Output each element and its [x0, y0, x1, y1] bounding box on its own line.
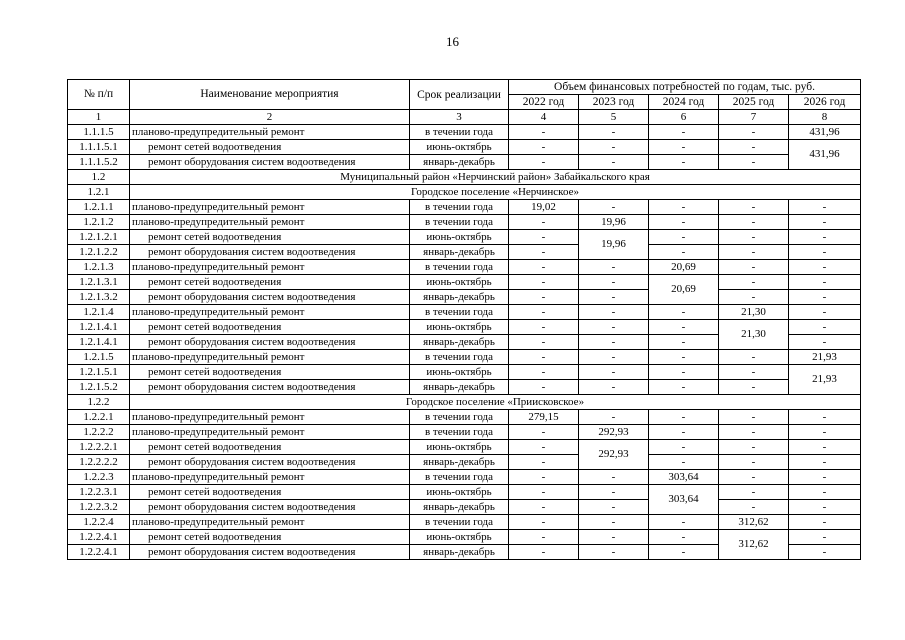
value-cell: -	[649, 320, 719, 335]
value-cell: -	[789, 275, 861, 290]
row-number: 1.2.1.5.1	[68, 365, 130, 380]
activity-name: планово-предупредительный ремонт	[130, 215, 410, 230]
value-cell: -	[509, 275, 579, 290]
value-cell: -	[719, 440, 789, 455]
value-cell: -	[719, 380, 789, 395]
value-cell: -	[509, 500, 579, 515]
row-number: 1.1.1.5.1	[68, 140, 130, 155]
table-row	[68, 410, 861, 425]
row-number: 1.2.2.4.1	[68, 530, 130, 545]
value-cell: -	[719, 365, 789, 380]
value-cell: -	[579, 410, 649, 425]
value-cell: -	[789, 215, 861, 230]
value-cell: -	[649, 140, 719, 155]
value-cell: -	[789, 290, 861, 305]
value-cell: 303,64	[649, 470, 719, 485]
value-cell: 21,30	[719, 320, 789, 350]
col-header-term	[410, 80, 509, 110]
activity-name: ремонт сетей водоотведения	[130, 230, 410, 245]
table-row	[68, 305, 861, 320]
row-number: 1.1.1.5.2	[68, 155, 130, 170]
value-cell: -	[509, 215, 579, 230]
term-cell: июнь-октябрь	[410, 440, 509, 455]
activity-name: планово-предупредительный ремонт	[130, 425, 410, 440]
row-number: 1.2.1.5	[68, 350, 130, 365]
value-cell: -	[789, 455, 861, 470]
column-number: 5	[579, 110, 649, 125]
row-number: 1.2.2.4.1	[68, 545, 130, 560]
term-cell: январь-декабрь	[410, 290, 509, 305]
section-title: Городское поселение «Приисковское»	[130, 395, 861, 410]
value-cell: 20,69	[649, 260, 719, 275]
table-row	[68, 215, 861, 230]
value-cell: -	[719, 350, 789, 365]
value-cell: 431,96	[789, 125, 861, 140]
value-cell: -	[719, 470, 789, 485]
table-row	[68, 515, 861, 530]
value-cell: -	[509, 230, 579, 245]
row-number: 1.2.2.1	[68, 410, 130, 425]
value-cell: -	[509, 515, 579, 530]
value-cell: -	[509, 365, 579, 380]
term-cell: июнь-октябрь	[410, 140, 509, 155]
value-cell: -	[789, 470, 861, 485]
row-number: 1.2.2.3	[68, 470, 130, 485]
value-cell: 431,96	[789, 140, 861, 170]
term-cell: июнь-октябрь	[410, 275, 509, 290]
value-cell: -	[579, 305, 649, 320]
page-number: 16	[446, 34, 459, 49]
col-header-finance: Объем финансовых потребностей по годам, тыс. руб.	[509, 80, 861, 95]
value-cell: 292,93	[579, 425, 649, 440]
value-cell: -	[649, 515, 719, 530]
value-cell: -	[509, 260, 579, 275]
value-cell: -	[649, 410, 719, 425]
term-cell: июнь-октябрь	[410, 230, 509, 245]
value-cell: -	[649, 335, 719, 350]
activity-name: планово-предупредительный ремонт	[130, 260, 410, 275]
value-cell: 21,93	[789, 365, 861, 395]
activity-name: планово-предупредительный ремонт	[130, 200, 410, 215]
value-cell: -	[719, 155, 789, 170]
year-header: 2024 год	[649, 95, 719, 110]
table-row	[68, 455, 861, 470]
activity-name: ремонт оборудования систем водоотведения	[130, 290, 410, 305]
value-cell: -	[509, 470, 579, 485]
row-number: 1.2.2.2.2	[68, 455, 130, 470]
value-cell: 279,15	[509, 410, 579, 425]
value-cell: -	[579, 365, 649, 380]
table-row	[68, 500, 861, 515]
term-cell: в течении года	[410, 260, 509, 275]
term-cell: январь-декабрь	[410, 335, 509, 350]
term-cell: в течении года	[410, 305, 509, 320]
value-cell: -	[509, 350, 579, 365]
value-cell: -	[649, 245, 719, 260]
term-cell: июнь-октябрь	[410, 530, 509, 545]
value-cell: -	[579, 200, 649, 215]
value-cell: 19,02	[509, 200, 579, 215]
value-cell: 312,62	[719, 515, 789, 530]
value-cell: -	[579, 350, 649, 365]
term-cell: январь-декабрь	[410, 500, 509, 515]
value-cell: -	[509, 425, 579, 440]
term-cell: июнь-октябрь	[410, 365, 509, 380]
value-cell: -	[649, 305, 719, 320]
value-cell: -	[719, 245, 789, 260]
value-cell: -	[579, 335, 649, 350]
value-cell: -	[789, 410, 861, 425]
table-row	[68, 470, 861, 485]
value-cell: -	[579, 500, 649, 515]
value-cell: -	[649, 125, 719, 140]
table-row	[68, 425, 861, 440]
activity-name: ремонт сетей водоотведения	[130, 275, 410, 290]
table-row	[68, 260, 861, 275]
value-cell: -	[649, 425, 719, 440]
value-cell: -	[649, 440, 719, 455]
table-row	[68, 485, 861, 500]
section-row	[68, 185, 861, 200]
value-cell: 19,96	[579, 230, 649, 260]
value-cell: 19,96	[579, 215, 649, 230]
term-cell: в течении года	[410, 470, 509, 485]
table-row	[68, 380, 861, 395]
year-header: 2022 год	[509, 95, 579, 110]
value-cell: -	[719, 425, 789, 440]
value-cell: -	[789, 245, 861, 260]
term-cell: в течении года	[410, 200, 509, 215]
value-cell: -	[719, 500, 789, 515]
table-row	[68, 290, 861, 305]
value-cell: -	[649, 380, 719, 395]
value-cell: -	[719, 140, 789, 155]
value-cell: -	[789, 515, 861, 530]
column-numbers-row	[68, 110, 861, 125]
value-cell: -	[719, 275, 789, 290]
table-row	[68, 275, 861, 290]
value-cell: -	[649, 545, 719, 560]
activity-name: ремонт оборудования систем водоотведения	[130, 455, 410, 470]
value-cell: -	[789, 545, 861, 560]
value-cell: 312,62	[719, 530, 789, 560]
activity-name: планово-предупредительный ремонт	[130, 305, 410, 320]
activity-name: планово-предупредительный ремонт	[130, 470, 410, 485]
value-cell: -	[719, 230, 789, 245]
activity-name: ремонт оборудования систем водоотведения	[130, 380, 410, 395]
value-cell: -	[579, 275, 649, 290]
column-number: 6	[649, 110, 719, 125]
value-cell: -	[789, 320, 861, 335]
section-row	[68, 170, 861, 185]
table-row	[68, 230, 861, 245]
value-cell: -	[789, 485, 861, 500]
term-cell: январь-декабрь	[410, 155, 509, 170]
value-cell: -	[579, 290, 649, 305]
value-cell: -	[719, 485, 789, 500]
row-number: 1.2.1.3.1	[68, 275, 130, 290]
value-cell: -	[509, 305, 579, 320]
value-cell: -	[719, 455, 789, 470]
value-cell: 21,30	[719, 305, 789, 320]
row-number: 1.2	[68, 170, 130, 185]
table-row	[68, 245, 861, 260]
value-cell: -	[579, 545, 649, 560]
term-cell: в течении года	[410, 425, 509, 440]
row-number: 1.2.2.3.2	[68, 500, 130, 515]
row-number: 1.2.2.3.1	[68, 485, 130, 500]
value-cell: -	[649, 350, 719, 365]
value-cell: -	[579, 380, 649, 395]
value-cell: -	[719, 125, 789, 140]
col-header-name: Наименование мероприятия	[130, 80, 410, 110]
value-cell: -	[579, 470, 649, 485]
row-number: 1.2.1.2.2	[68, 245, 130, 260]
table-row	[68, 530, 861, 545]
row-number: 1.2.1.5.2	[68, 380, 130, 395]
year-header: 2026 год	[789, 95, 861, 110]
value-cell: -	[719, 410, 789, 425]
term-cell: в течении года	[410, 410, 509, 425]
value-cell: -	[789, 440, 861, 455]
value-cell: -	[509, 335, 579, 350]
value-cell: 21,93	[789, 350, 861, 365]
row-number: 1.2.2.2	[68, 425, 130, 440]
value-cell: -	[509, 530, 579, 545]
term-cell: январь-декабрь	[410, 245, 509, 260]
value-cell: -	[719, 290, 789, 305]
column-number: 2	[130, 110, 410, 125]
activity-name: ремонт сетей водоотведения	[130, 530, 410, 545]
row-number: 1.2.1.2	[68, 215, 130, 230]
column-number: 7	[719, 110, 789, 125]
value-cell: -	[579, 140, 649, 155]
value-cell: -	[579, 485, 649, 500]
term-cell: июнь-октябрь	[410, 485, 509, 500]
value-cell: -	[719, 200, 789, 215]
value-cell: -	[649, 215, 719, 230]
activity-name: планово-предупредительный ремонт	[130, 350, 410, 365]
term-cell: январь-декабрь	[410, 545, 509, 560]
value-cell: -	[509, 380, 579, 395]
row-number: 1.2.1.4.1	[68, 335, 130, 350]
activity-name: ремонт оборудования систем водоотведения	[130, 500, 410, 515]
column-number: 1	[68, 110, 130, 125]
term-cell: в течении года	[410, 125, 509, 140]
row-number: 1.2.1.1	[68, 200, 130, 215]
activity-name: ремонт сетей водоотведения	[130, 140, 410, 155]
row-number: 1.2.2	[68, 395, 130, 410]
activity-name: ремонт сетей водоотведения	[130, 485, 410, 500]
row-number: 1.2.2.4	[68, 515, 130, 530]
value-cell: -	[649, 455, 719, 470]
table-row	[68, 155, 861, 170]
term-cell: январь-декабрь	[410, 455, 509, 470]
term-cell: в течении года	[410, 515, 509, 530]
activity-name: планово-предупредительный ремонт	[130, 515, 410, 530]
value-cell: -	[789, 230, 861, 245]
value-cell: -	[789, 260, 861, 275]
row-number: 1.2.1	[68, 185, 130, 200]
column-number: 8	[789, 110, 861, 125]
value-cell: -	[579, 155, 649, 170]
value-cell: -	[649, 155, 719, 170]
column-number: 4	[509, 110, 579, 125]
activity-name: ремонт оборудования систем водоотведения	[130, 335, 410, 350]
col-header-num: № п/п	[68, 80, 130, 110]
value-cell: -	[579, 515, 649, 530]
value-cell: -	[719, 260, 789, 275]
value-cell: -	[789, 305, 861, 320]
table-row	[68, 350, 861, 365]
term-cell: июнь-октябрь	[410, 320, 509, 335]
row-number: 1.2.1.4.1	[68, 320, 130, 335]
value-cell: -	[789, 425, 861, 440]
value-cell: 292,93	[579, 440, 649, 470]
activity-name: ремонт оборудования систем водоотведения	[130, 545, 410, 560]
value-cell: -	[509, 440, 579, 455]
value-cell: -	[579, 125, 649, 140]
table-row	[68, 140, 861, 155]
value-cell: -	[509, 140, 579, 155]
section-row	[68, 395, 861, 410]
row-number: 1.2.2.2.1	[68, 440, 130, 455]
value-cell: -	[649, 200, 719, 215]
row-number: 1.2.1.3.2	[68, 290, 130, 305]
value-cell: -	[789, 500, 861, 515]
activity-name: ремонт сетей водоотведения	[130, 440, 410, 455]
value-cell: -	[649, 530, 719, 545]
value-cell: -	[789, 530, 861, 545]
value-cell: -	[789, 335, 861, 350]
term-cell: в течении года	[410, 215, 509, 230]
activity-name: ремонт сетей водоотведения	[130, 320, 410, 335]
value-cell: -	[649, 230, 719, 245]
year-header: 2025 год	[719, 95, 789, 110]
table-row	[68, 320, 861, 335]
activity-name: ремонт сетей водоотведения	[130, 365, 410, 380]
section-title: Муниципальный район «Нерчинский район» Забайкальского края	[130, 170, 861, 185]
value-cell: -	[579, 320, 649, 335]
value-cell: -	[719, 215, 789, 230]
row-number: 1.2.1.4	[68, 305, 130, 320]
row-number: 1.1.1.5	[68, 125, 130, 140]
value-cell: -	[509, 245, 579, 260]
value-cell: 303,64	[649, 485, 719, 515]
value-cell: -	[509, 320, 579, 335]
activity-name: ремонт оборудования систем водоотведения	[130, 245, 410, 260]
value-cell: -	[509, 455, 579, 470]
value-cell: -	[509, 485, 579, 500]
col-header-term-text: Срок реализации	[417, 88, 501, 101]
header-row-1	[68, 80, 861, 95]
table-row	[68, 440, 861, 455]
finance-table	[67, 79, 861, 560]
table-row	[68, 125, 861, 140]
row-number: 1.2.1.3	[68, 260, 130, 275]
value-cell: 20,69	[649, 275, 719, 305]
value-cell: -	[789, 200, 861, 215]
value-cell: -	[579, 530, 649, 545]
activity-name: ремонт оборудования систем водоотведения	[130, 155, 410, 170]
value-cell: -	[509, 290, 579, 305]
table-row	[68, 365, 861, 380]
value-cell: -	[579, 260, 649, 275]
year-header: 2023 год	[579, 95, 649, 110]
row-number: 1.2.1.2.1	[68, 230, 130, 245]
activity-name: планово-предупредительный ремонт	[130, 410, 410, 425]
value-cell: -	[509, 155, 579, 170]
column-number: 3	[410, 110, 509, 125]
activity-name: планово-предупредительный ремонт	[130, 125, 410, 140]
value-cell: -	[649, 365, 719, 380]
value-cell: -	[509, 545, 579, 560]
term-cell: в течении года	[410, 350, 509, 365]
section-title: Городское поселение «Нерчинское»	[130, 185, 861, 200]
value-cell: -	[509, 125, 579, 140]
table-row	[68, 200, 861, 215]
term-cell: январь-декабрь	[410, 380, 509, 395]
